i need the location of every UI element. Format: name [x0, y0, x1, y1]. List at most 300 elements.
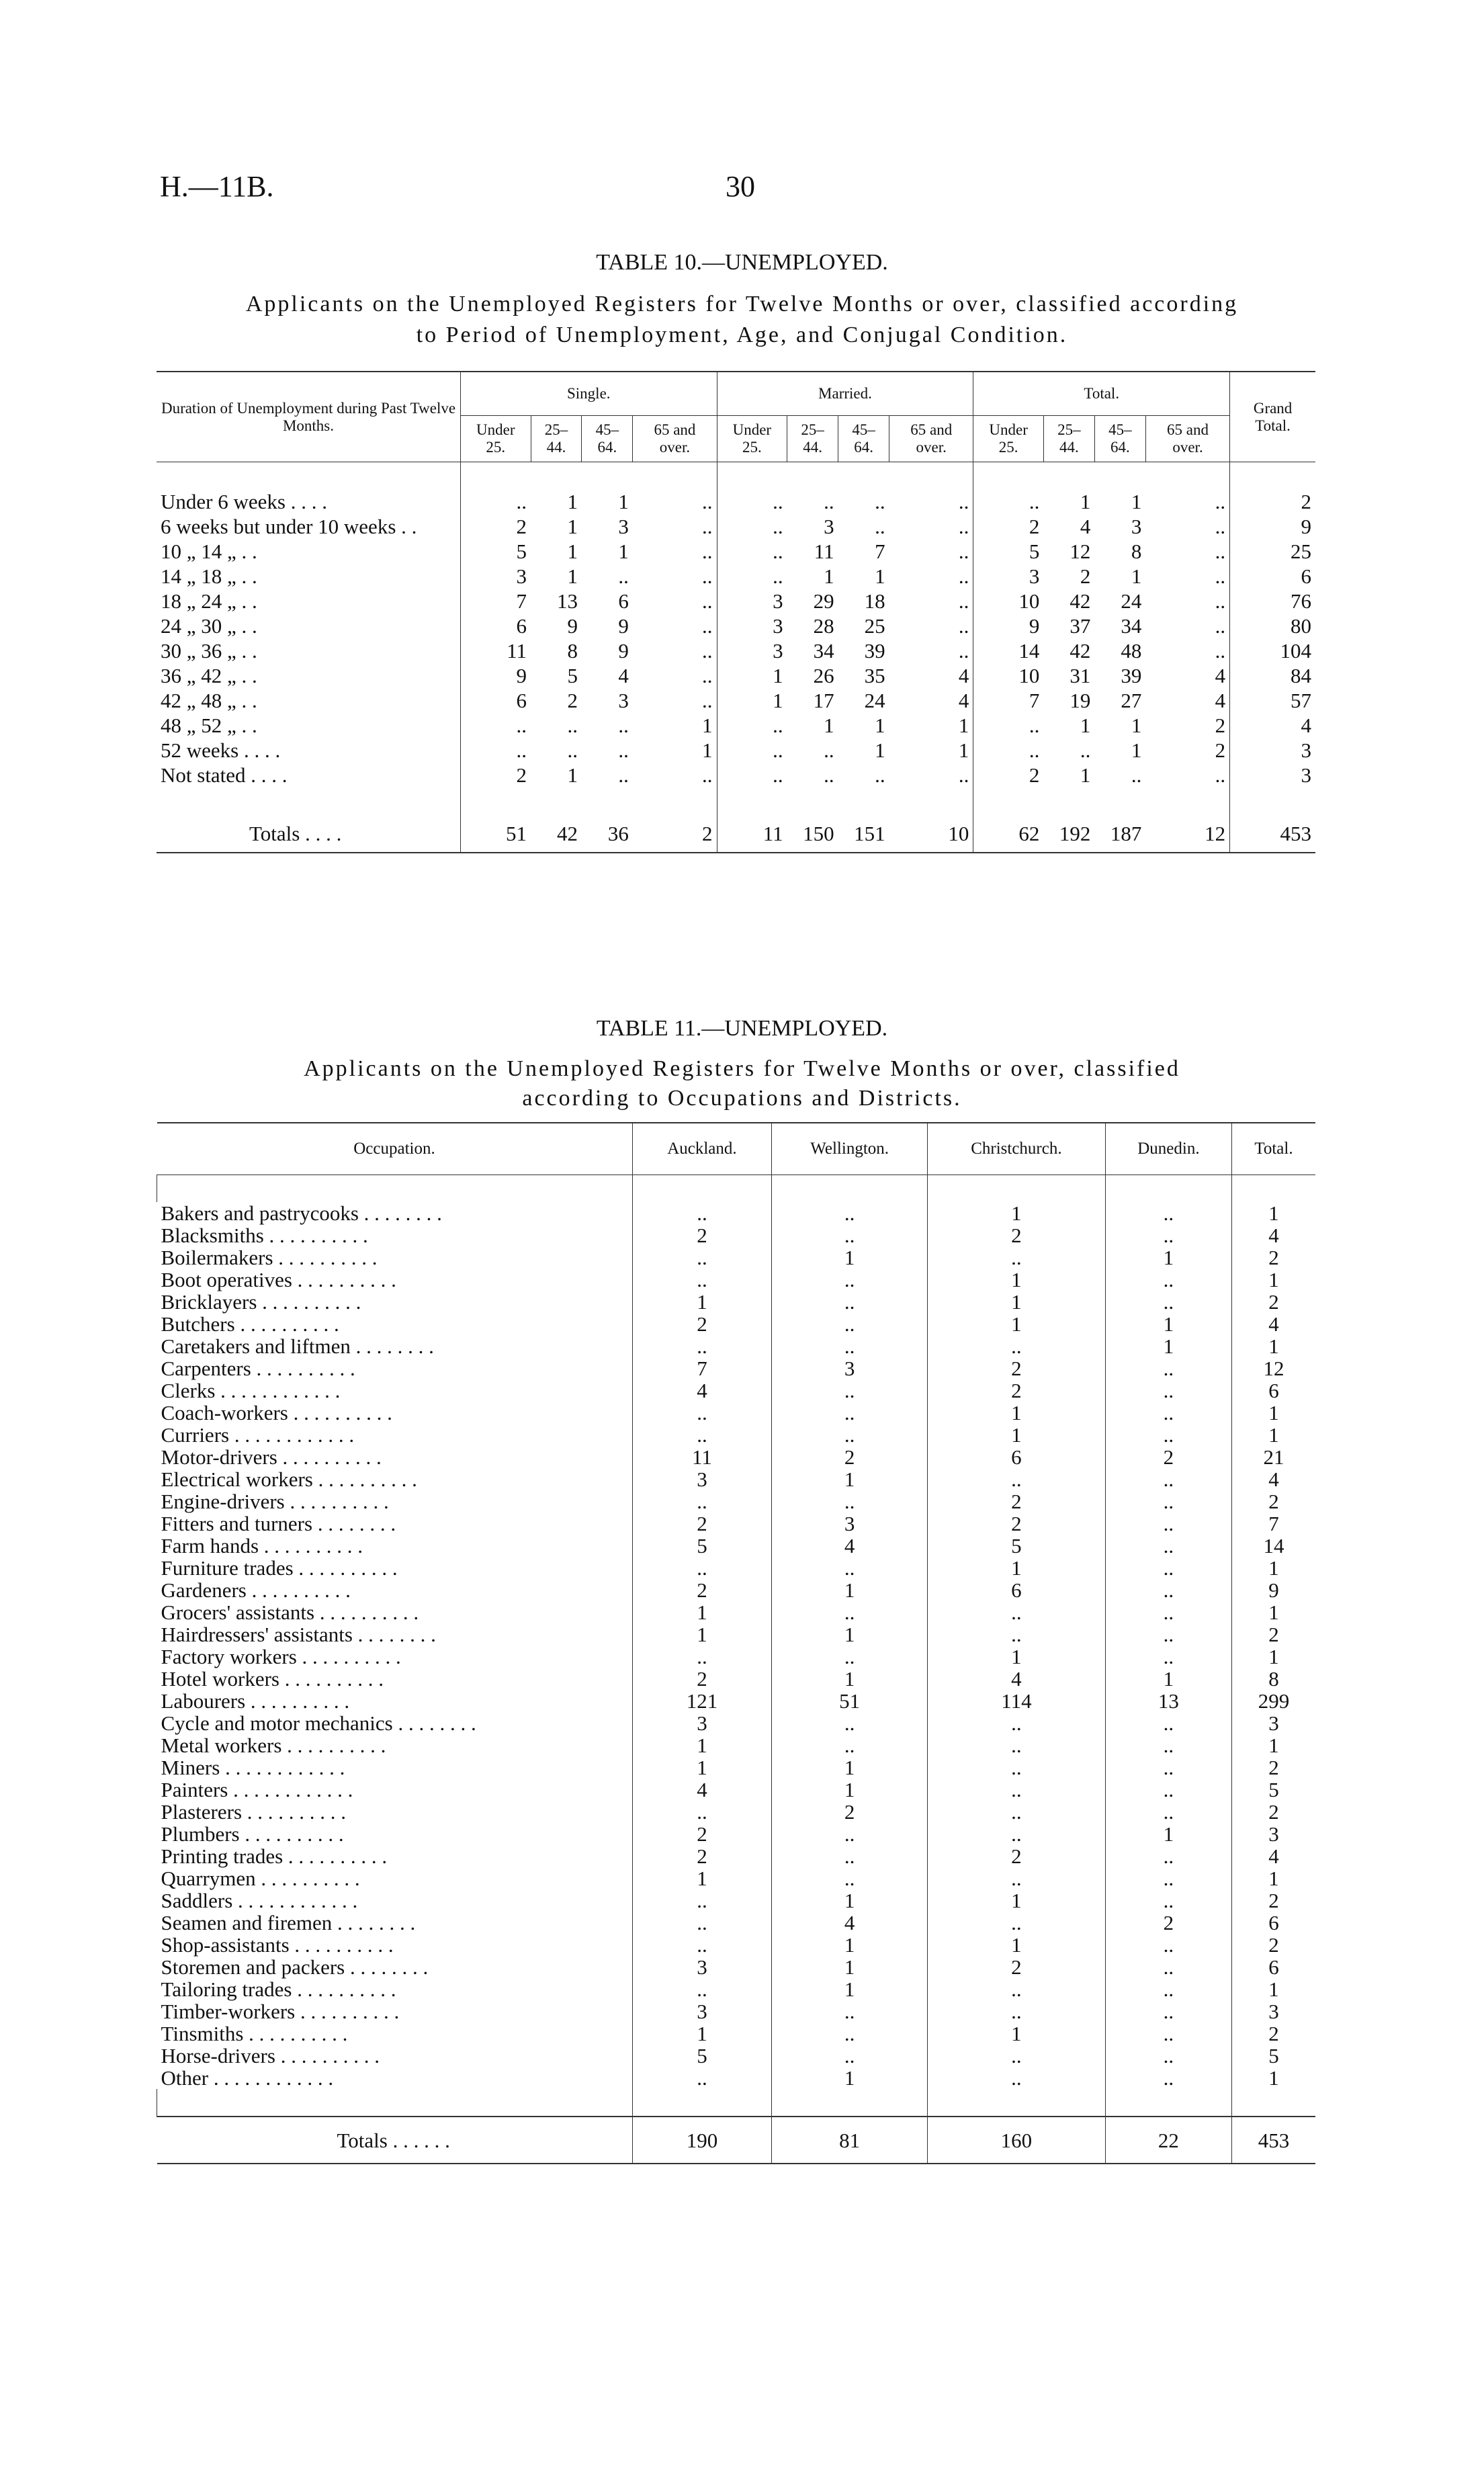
cell-value: 1	[717, 688, 787, 713]
totals-value: 453	[1231, 2117, 1315, 2164]
cell-value: 4	[958, 664, 969, 687]
spacer-cell	[531, 462, 582, 490]
cell-value: 2	[1231, 1623, 1315, 1646]
cell-value: 1	[927, 1424, 1105, 1446]
occupation-label: Clerks . . . . . . . . . . . .	[161, 1379, 341, 1402]
cell-value: 2	[461, 514, 531, 539]
cell-value: 2	[927, 1357, 1105, 1379]
table11-subtitle-line2: according to Occupations and Districts.	[522, 1086, 962, 1111]
cell-value: ..	[927, 1912, 1105, 1934]
cell-value: 35	[864, 664, 885, 687]
cell-value: 4	[1231, 1468, 1315, 1490]
totals-value: 11	[717, 814, 787, 853]
occupation-label: Painters . . . . . . . . . . . .	[161, 1778, 353, 1801]
table-row	[157, 1646, 1316, 1668]
cell-value: 42	[1070, 639, 1091, 663]
spacer-cell	[838, 787, 889, 814]
occupation-label: Labourers . . . . . . . . . .	[161, 1689, 350, 1713]
cell-value: ..	[973, 738, 1044, 763]
spacer-cell	[889, 787, 973, 814]
occupation-label: Farm hands . . . . . . . . . .	[161, 1534, 363, 1557]
cell-value: 2	[632, 1668, 772, 1690]
spacer-cell	[1094, 787, 1145, 814]
table-row	[157, 1801, 1316, 1823]
cell-value: ..	[1105, 1490, 1231, 1512]
cell-value: 4	[1215, 689, 1226, 712]
table-row	[157, 1291, 1316, 1313]
cell-value: ..	[618, 714, 629, 737]
cell-value: 4	[1231, 1224, 1315, 1246]
occupation-label: Shop-assistants . . . . . . . . . .	[161, 1933, 394, 1957]
cell-value: 1	[772, 1246, 928, 1269]
spacer-cell	[973, 462, 1044, 490]
auckland-column-header: Auckland.	[632, 1123, 772, 1175]
cell-value: ..	[702, 689, 713, 712]
table-row	[157, 1557, 1316, 1579]
cell-value: 17	[813, 689, 834, 712]
totals-value: 12	[1145, 814, 1229, 853]
cell-value: 2	[461, 763, 531, 787]
cell-value: ..	[772, 1734, 928, 1756]
cell-value: 1	[927, 1889, 1105, 1912]
col-single-under-25: Under 25.	[461, 416, 531, 462]
cell-value: 1	[1231, 1646, 1315, 1668]
cell-value: 6	[1231, 1912, 1315, 1934]
cell-value: 2	[632, 1313, 772, 1335]
table-row	[157, 763, 1315, 787]
cell-value: 1	[772, 1934, 928, 1956]
cell-value: ..	[772, 1402, 928, 1424]
cell-value: 1	[1105, 1668, 1231, 1690]
cell-value: ..	[1105, 1978, 1231, 2000]
table-row	[157, 1202, 1316, 1224]
col-single-45-64: 45–64.	[582, 416, 633, 462]
cell-value: 2	[632, 1579, 772, 1601]
col-total-45-64: 45–64.	[1094, 416, 1145, 462]
cell-value: 3	[618, 515, 629, 538]
col-total-25-44: 25–44.	[1043, 416, 1094, 462]
cell-value: ..	[1105, 1291, 1231, 1313]
spacer-cell	[1145, 462, 1229, 490]
spacer-cell	[927, 2089, 1105, 2117]
cell-value: 2	[1231, 1934, 1315, 1956]
cell-value: ..	[702, 515, 713, 538]
totals-value: 62	[973, 814, 1044, 853]
cell-value: 1	[927, 2022, 1105, 2045]
cell-value: 3	[632, 1956, 772, 1978]
cell-value: 29	[813, 589, 834, 613]
cell-value: 18	[864, 589, 885, 613]
row-label: 24 „ 30 „ . .	[161, 614, 257, 638]
cell-value: ..	[927, 2045, 1105, 2067]
col-single-25-44: 25–44.	[531, 416, 582, 462]
table-row	[157, 2022, 1316, 2045]
cell-value: ..	[632, 1335, 772, 1357]
spacer-cell	[633, 787, 717, 814]
cell-value: ..	[702, 664, 713, 687]
cell-value: 14	[973, 638, 1044, 663]
table-row	[157, 1313, 1316, 1335]
cell-value: 2	[632, 1224, 772, 1246]
cell-value: 1	[618, 490, 629, 513]
occupation-label: Hotel workers . . . . . . . . . .	[161, 1667, 384, 1691]
cell-value: 39	[1121, 664, 1142, 687]
cell-value: ..	[958, 540, 969, 563]
table-row	[157, 1823, 1316, 1845]
spacer-cell	[632, 2089, 772, 2117]
table-row	[157, 1512, 1316, 1535]
cell-value: 2	[632, 1845, 772, 1867]
cell-value: ..	[1105, 1601, 1231, 1623]
cell-value: 2	[927, 1512, 1105, 1535]
cell-value: ..	[927, 1601, 1105, 1623]
cell-value: 1	[824, 714, 834, 737]
cell-value: 299	[1231, 1690, 1315, 1712]
cell-value: ..	[927, 1712, 1105, 1734]
spacer-cell	[461, 462, 531, 490]
cell-value: 6	[1231, 1379, 1315, 1402]
spacer-cell	[1105, 1175, 1231, 1203]
cell-value: 3	[772, 1512, 928, 1535]
cell-value: 1	[1080, 763, 1091, 787]
cell-value: 2	[1231, 2022, 1315, 2045]
cell-value: 8	[1131, 540, 1142, 563]
spacer-cell	[1105, 2089, 1231, 2117]
cell-value: 1	[772, 1779, 928, 1801]
cell-value: 3	[1131, 515, 1142, 538]
cell-value: 1	[1105, 1823, 1231, 1845]
col-married-under-25: Under 25.	[717, 416, 787, 462]
table-row	[157, 1867, 1316, 1889]
cell-value: 2	[927, 1224, 1105, 1246]
cell-value: ..	[1105, 1712, 1231, 1734]
cell-value: ..	[717, 514, 787, 539]
cell-value: 4	[772, 1535, 928, 1557]
cell-value: ..	[824, 490, 834, 513]
cell-value: 12	[1231, 1357, 1315, 1379]
cell-value: ..	[772, 1424, 928, 1446]
cell-value: ..	[1105, 2022, 1231, 2045]
cell-value: 3	[1231, 1712, 1315, 1734]
cell-value: 2	[772, 1801, 928, 1823]
cell-value: 3	[717, 589, 787, 613]
totals-row	[157, 2117, 1316, 2164]
cell-value: 1	[927, 1291, 1105, 1313]
col-married-65-over: 65 and over.	[889, 416, 973, 462]
cell-value: 6	[1230, 564, 1315, 589]
cell-value: 76	[1230, 589, 1315, 613]
spacer-cell	[973, 787, 1044, 814]
cell-value: ..	[772, 1313, 928, 1335]
cell-value: ..	[1105, 2067, 1231, 2089]
totals-row	[157, 814, 1315, 853]
cell-value: ..	[632, 1978, 772, 2000]
table-row	[157, 1601, 1316, 1623]
cell-value: ..	[567, 738, 578, 762]
cell-value: ..	[1215, 490, 1226, 513]
cell-value: 25	[864, 614, 885, 638]
cell-value: ..	[1105, 1623, 1231, 1646]
row-label: 42 „ 48 „ . .	[161, 689, 257, 712]
occupation-label: Carpenters . . . . . . . . . .	[161, 1357, 355, 1380]
table-row	[157, 1468, 1316, 1490]
cell-value: 42	[1070, 589, 1091, 613]
cell-value: 1	[632, 2022, 772, 2045]
table-row	[157, 1402, 1316, 1424]
cell-value: ..	[772, 1823, 928, 1845]
occupation-label: Cycle and motor mechanics . . . . . . . .	[161, 1711, 476, 1735]
cell-value: 14	[1231, 1535, 1315, 1557]
cell-value: 1	[1131, 490, 1142, 513]
occupation-label: Quarrymen . . . . . . . . . .	[161, 1867, 360, 1890]
spacer-cell	[787, 462, 838, 490]
cell-value: ..	[1215, 639, 1226, 663]
cell-value: ..	[1105, 2000, 1231, 2022]
row-label: 30 „ 36 „ . .	[161, 639, 257, 663]
col-total-65-over: 65 and over.	[1145, 416, 1229, 462]
spacer-cell	[717, 787, 787, 814]
cell-value: ..	[958, 564, 969, 588]
occupation-label: Caretakers and liftmen . . . . . . . .	[161, 1334, 434, 1358]
cell-value: 3	[1230, 738, 1315, 763]
occupation-label: Fitters and turners . . . . . . . .	[161, 1512, 396, 1535]
cell-value: ..	[461, 489, 531, 514]
cell-value: 4	[1215, 664, 1226, 687]
row-label: 52 weeks . . . .	[161, 738, 281, 762]
cell-value: 2	[632, 1823, 772, 1845]
totals-value: 36	[582, 814, 633, 853]
occupation-label: Other . . . . . . . . . . . .	[161, 2066, 334, 2090]
cell-value: 4	[1231, 1845, 1315, 1867]
occupation-label: Boilermakers . . . . . . . . . .	[161, 1246, 378, 1269]
cell-value: ..	[702, 490, 713, 513]
cell-value: 6	[618, 589, 629, 613]
cell-value: 2	[1231, 1291, 1315, 1313]
cell-value: ..	[717, 738, 787, 763]
totals-value: 192	[1043, 814, 1094, 853]
spacer-cell	[1230, 462, 1315, 490]
cell-value: ..	[1105, 1889, 1231, 1912]
table-row	[157, 2045, 1316, 2067]
cell-value: 2	[927, 1490, 1105, 1512]
cell-value: ..	[1105, 1779, 1231, 1801]
cell-value: 3	[717, 638, 787, 663]
cell-value: ..	[772, 1224, 928, 1246]
cell-value: ..	[958, 515, 969, 538]
cell-value: 1	[1231, 1601, 1315, 1623]
cell-value: 5	[973, 539, 1044, 564]
cell-value: 6	[461, 613, 531, 638]
table-row	[157, 1978, 1316, 2000]
occupation-label: Coach-workers . . . . . . . . . .	[161, 1401, 392, 1424]
cell-value: ..	[717, 713, 787, 738]
cell-value: 37	[1070, 614, 1091, 638]
cell-value: 6	[461, 688, 531, 713]
cell-value: 7	[632, 1357, 772, 1379]
cell-value: ..	[717, 763, 787, 787]
table-row	[157, 613, 1315, 638]
cell-value: 1	[1231, 1402, 1315, 1424]
cell-value: 2	[1080, 564, 1091, 588]
cell-value: ..	[958, 639, 969, 663]
cell-value: ..	[927, 1756, 1105, 1779]
cell-value: 121	[632, 1690, 772, 1712]
cell-value: 3	[1230, 763, 1315, 787]
cell-value: 3	[632, 2000, 772, 2022]
cell-value: ..	[973, 713, 1044, 738]
table-row	[157, 1690, 1316, 1712]
cell-value: 3	[1231, 1823, 1315, 1845]
occupation-label: Storemen and packers . . . . . . . .	[161, 1955, 429, 1979]
cell-value: 34	[813, 639, 834, 663]
cell-value: ..	[772, 1269, 928, 1291]
col-married-45-64: 45–64.	[838, 416, 889, 462]
christchurch-column-header: Christchurch.	[927, 1123, 1105, 1175]
cell-value: 2	[1105, 1446, 1231, 1468]
spacer-cell	[633, 462, 717, 490]
occupation-label: Engine-drivers . . . . . . . . . .	[161, 1490, 389, 1513]
cell-value: ..	[875, 490, 885, 513]
cell-value: 1	[1231, 1269, 1315, 1291]
occupation-label: Timber-workers . . . . . . . . . .	[161, 2000, 400, 2023]
spacer-row	[157, 462, 1315, 490]
cell-value: 2	[1231, 1801, 1315, 1823]
table-row	[157, 1712, 1316, 1734]
cell-value: 1	[875, 564, 885, 588]
cell-value: 1	[632, 1734, 772, 1756]
totals-value: 51	[461, 814, 531, 853]
table-row	[157, 564, 1315, 589]
cell-value: 1	[1231, 1424, 1315, 1446]
cell-value: ..	[875, 763, 885, 787]
cell-value: 1	[1105, 1246, 1231, 1269]
occupation-label: Printing trades . . . . . . . . . .	[161, 1844, 388, 1868]
cell-value: ..	[1105, 1269, 1231, 1291]
cell-value: ..	[618, 564, 629, 588]
cell-value: 9	[1231, 1579, 1315, 1601]
cell-value: 9	[1230, 514, 1315, 539]
cell-value: 9	[618, 639, 629, 663]
spacer-cell	[772, 1175, 928, 1203]
cell-value: ..	[772, 2000, 928, 2022]
cell-value: ..	[772, 2022, 928, 2045]
cell-value: 2	[1231, 1889, 1315, 1912]
totals-value: 150	[787, 814, 838, 853]
cell-value: ..	[1105, 1734, 1231, 1756]
cell-value: 6	[927, 1579, 1105, 1601]
cell-value: 4	[772, 1912, 928, 1934]
cell-value: 1	[772, 1468, 928, 1490]
table11-body	[157, 1175, 1316, 2164]
cell-value: ..	[618, 763, 629, 787]
cell-value: ..	[958, 763, 969, 787]
table11-title: TABLE 11.—UNEMPLOYED.	[596, 1016, 888, 1041]
cell-value: 7	[973, 688, 1044, 713]
cell-value: 4	[1230, 713, 1315, 738]
single-group-header: Single.	[461, 372, 717, 416]
cell-value: ..	[1105, 1934, 1231, 1956]
cell-value: ..	[927, 1335, 1105, 1357]
cell-value: ..	[632, 1202, 772, 1224]
spacer-cell	[1231, 2089, 1315, 2117]
cell-value: ..	[702, 564, 713, 588]
cell-value: ..	[772, 1335, 928, 1357]
cell-value: ..	[772, 1867, 928, 1889]
cell-value: ..	[618, 738, 629, 762]
cell-value: 1	[958, 714, 969, 737]
cell-value: 1	[927, 1313, 1105, 1335]
row-label: 14 „ 18 „ . .	[161, 564, 257, 588]
cell-value: 9	[973, 613, 1044, 638]
table-row	[157, 1934, 1316, 1956]
cell-value: 3	[632, 1712, 772, 1734]
cell-value: 1	[772, 1889, 928, 1912]
table-row	[157, 1535, 1316, 1557]
cell-value: 4	[1231, 1313, 1315, 1335]
cell-value: ..	[1105, 1579, 1231, 1601]
cell-value: 1	[1131, 564, 1142, 588]
spacer-cell	[1231, 1175, 1315, 1203]
occupation-label: Tailoring trades . . . . . . . . . .	[161, 1977, 396, 2001]
cell-value: ..	[632, 1646, 772, 1668]
cell-value: 51	[772, 1690, 928, 1712]
occupation-label: Plumbers . . . . . . . . . .	[161, 1822, 344, 1846]
cell-value: 48	[1121, 639, 1142, 663]
totals-value: 453	[1230, 814, 1315, 853]
cell-value: 1	[772, 1956, 928, 1978]
cell-value: 26	[813, 664, 834, 687]
cell-value: 1	[1131, 714, 1142, 737]
cell-value: 1	[927, 1934, 1105, 1956]
cell-value: 2	[927, 1956, 1105, 1978]
cell-value: ..	[958, 490, 969, 513]
cell-value: 2	[927, 1845, 1105, 1867]
cell-value: ..	[824, 738, 834, 762]
cell-value: 6	[927, 1446, 1105, 1468]
cell-value: 13	[1105, 1690, 1231, 1712]
cell-value: 4	[618, 664, 629, 687]
table-row	[157, 539, 1315, 564]
cell-value: 10	[973, 589, 1044, 613]
cell-value: 1	[1231, 1557, 1315, 1579]
cell-value: 4	[1080, 515, 1091, 538]
spacer-cell	[157, 462, 461, 490]
totals-value: 10	[889, 814, 973, 853]
spacer-cell	[1094, 462, 1145, 490]
cell-value: 1	[1231, 1978, 1315, 2000]
cell-value: 1	[632, 1623, 772, 1646]
cell-value: 57	[1230, 688, 1315, 713]
cell-value: 4	[632, 1379, 772, 1402]
table-row	[157, 1446, 1316, 1468]
cell-value: 24	[864, 689, 885, 712]
cell-value: ..	[702, 540, 713, 563]
occupation-label: Factory workers . . . . . . . . . .	[161, 1645, 401, 1668]
cell-value: 1	[772, 1623, 928, 1646]
table-row	[157, 1490, 1316, 1512]
page-reference: H.—11B.	[160, 170, 274, 203]
cell-value: ..	[702, 763, 713, 787]
cell-value: 21	[1231, 1446, 1315, 1468]
cell-value: 39	[864, 639, 885, 663]
cell-value: ..	[927, 1801, 1105, 1823]
cell-value: ..	[772, 1601, 928, 1623]
occupation-label: Blacksmiths . . . . . . . . . .	[161, 1224, 368, 1247]
cell-value: ..	[567, 714, 578, 737]
spacer-cell	[1230, 787, 1315, 814]
cell-value: ..	[927, 1779, 1105, 1801]
cell-value: ..	[927, 2067, 1105, 2089]
